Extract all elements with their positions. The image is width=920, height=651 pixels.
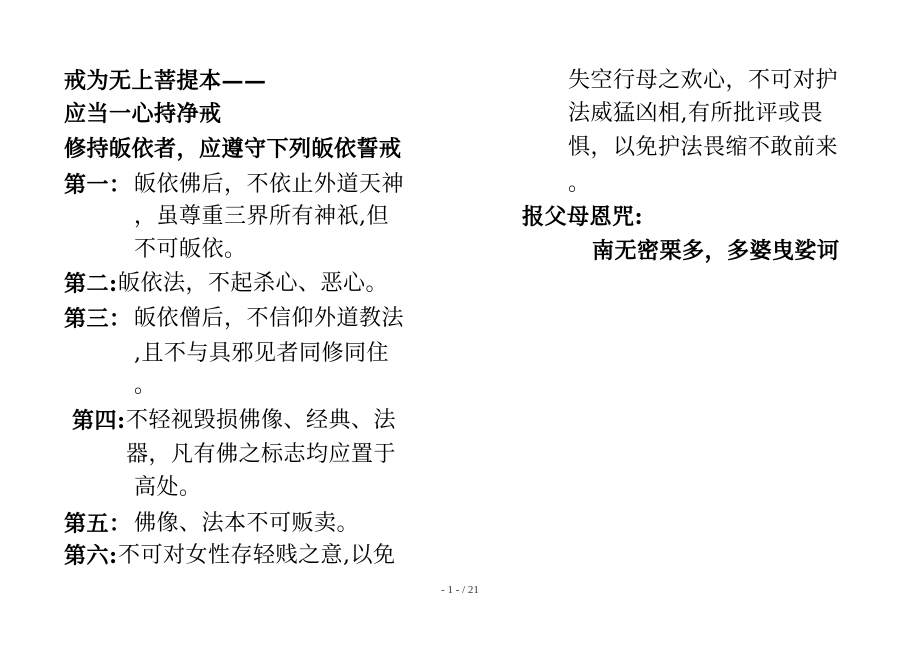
rule-3-line-3: 。 xyxy=(134,373,157,398)
rule-5-label: 第五： xyxy=(64,511,132,537)
page-number: - 1 - / 21 xyxy=(441,584,479,596)
rule-1-label: 第一： xyxy=(64,172,132,198)
continuation-line-3: 惧，以免护法畏缩不敢前来 xyxy=(568,135,839,160)
subtitle: 修持皈依者，应遵守下列皈依誓戒 xyxy=(64,136,402,162)
continuation-line-1: 失空行母之欢心，不可对护 xyxy=(568,68,839,93)
rule-4-line-3: 高处。 xyxy=(134,475,202,500)
rule-2-label: 第二: xyxy=(64,271,118,297)
title-line-1: 戒为无上菩提本—— xyxy=(64,68,267,94)
rule-2-line-1: 皈依法，不起杀心、恶心。 xyxy=(118,271,389,296)
rule-6-line-1: 不可对女性存轻贱之意,以免 xyxy=(118,543,396,568)
rule-3-label: 第三： xyxy=(64,306,132,332)
mantra-heading: 报父母恩咒: xyxy=(522,204,644,230)
continuation-line-4: 。 xyxy=(568,171,591,196)
rule-4-line-2: 器，凡有佛之标志均应置于 xyxy=(126,442,397,467)
rule-6-label: 第六: xyxy=(64,543,118,569)
rule-3-line-1: 皈依僧后，不信仰外道教法 xyxy=(134,306,405,331)
mantra-text: 南无密栗多，多婆曳娑诃 xyxy=(592,238,840,264)
rule-1-line-1: 皈依佛后，不依止外道天神 xyxy=(134,172,405,197)
rule-4-line-1: 不轻视毁损佛像、经典、法 xyxy=(126,408,397,433)
rule-1-line-2: ，虽尊重三界所有神祇,但 xyxy=(134,204,389,229)
rule-3-line-2: ,且不与具邪见者同修同住 xyxy=(134,341,389,366)
continuation-line-2: 法威猛凶相,有所批评或畏 xyxy=(568,101,823,126)
title-line-2: 应当一心持净戒 xyxy=(64,101,222,127)
rule-1-line-3: 不可皈依。 xyxy=(134,237,247,262)
rule-5-line-1: 佛像、法本不可贩卖。 xyxy=(134,511,360,536)
rule-4-label: 第四: xyxy=(72,408,126,434)
